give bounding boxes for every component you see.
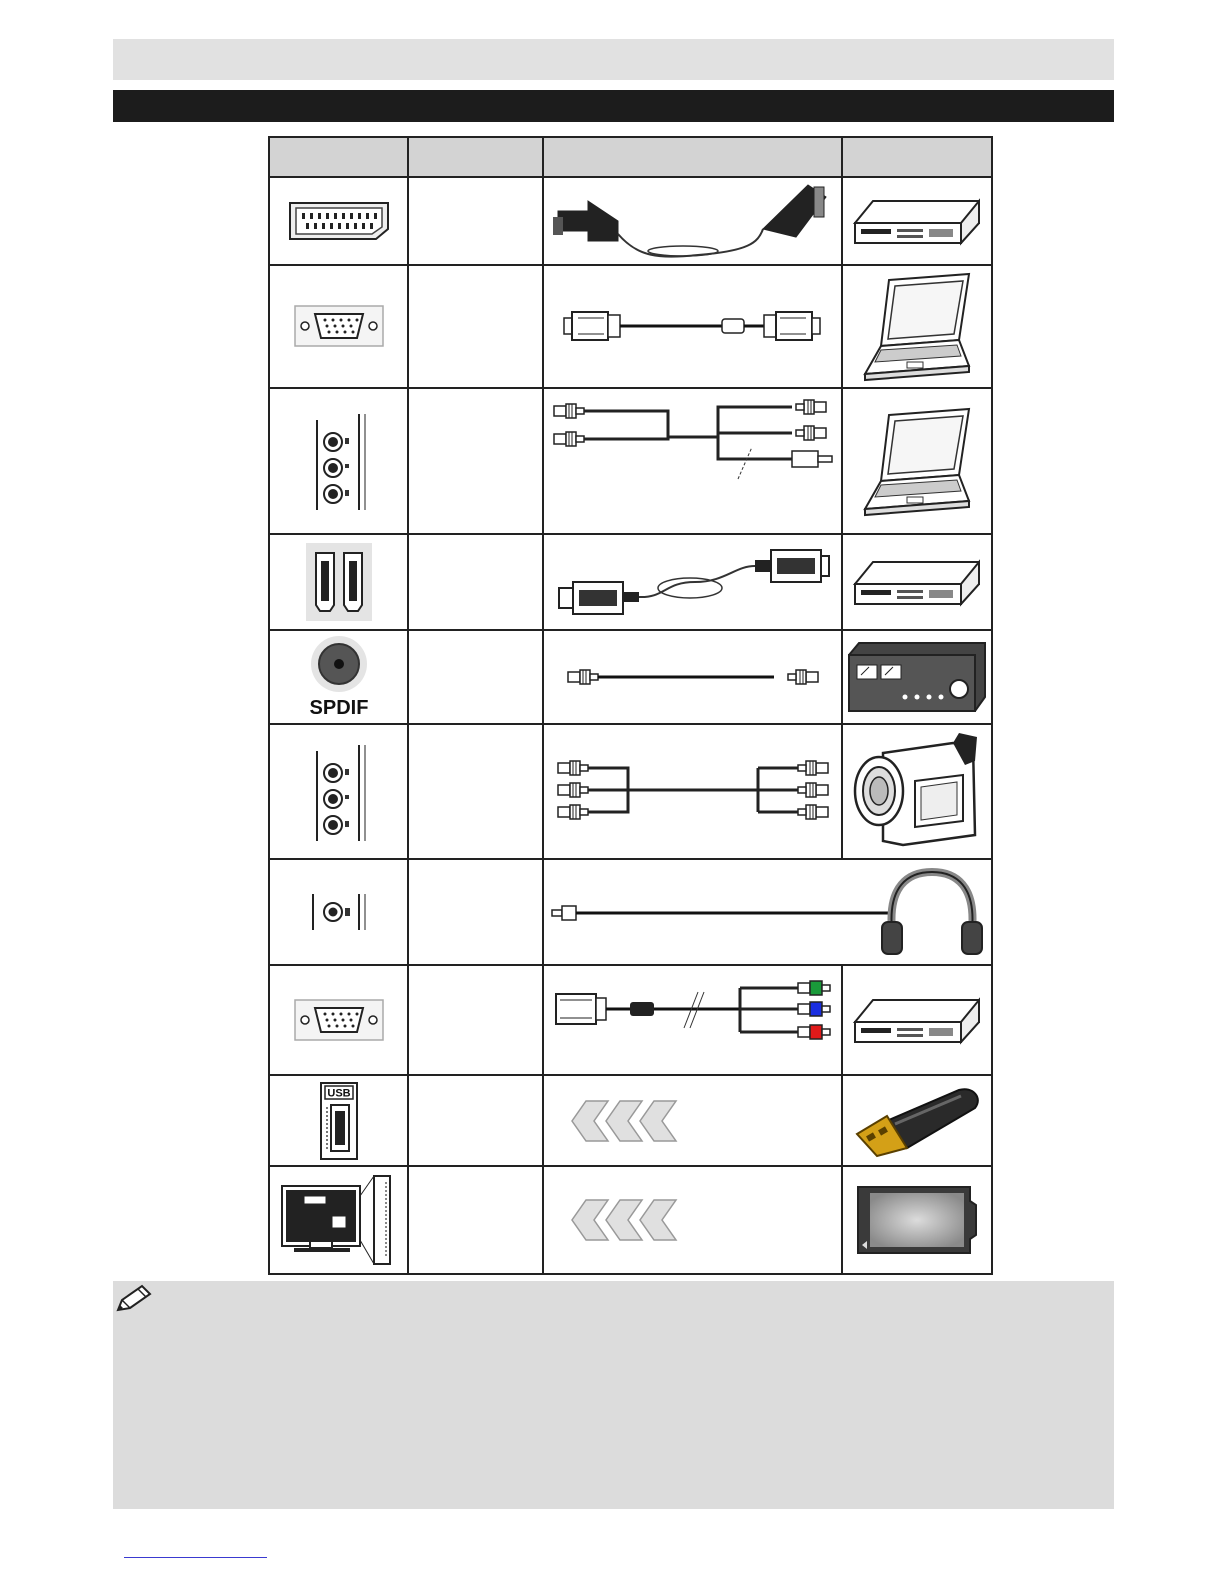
av-cable-cell bbox=[543, 724, 842, 858]
ci-port-cell bbox=[269, 1166, 408, 1274]
scart-cable-cell bbox=[543, 177, 842, 265]
laptop-icon bbox=[859, 270, 975, 382]
camcorder-icon bbox=[853, 731, 981, 853]
coaxial-cable-icon bbox=[562, 662, 824, 692]
table-row bbox=[269, 388, 992, 534]
insert-arrows-icon bbox=[556, 1198, 692, 1242]
pc-audio-cable-cell bbox=[543, 388, 842, 534]
table-header-row bbox=[269, 137, 992, 177]
header-band bbox=[113, 39, 1114, 80]
table-row bbox=[269, 1075, 992, 1165]
scart-port-icon bbox=[284, 199, 394, 243]
audio-amplifier-icon bbox=[847, 641, 987, 713]
av-cable-icon bbox=[548, 752, 838, 832]
hdmi-type-cell bbox=[408, 534, 543, 630]
header-cell-connector bbox=[269, 137, 408, 177]
hdmi-cable-cell bbox=[543, 534, 842, 630]
side-av-port-icon bbox=[311, 741, 367, 843]
hdmi-port-cell bbox=[269, 534, 408, 630]
table-row bbox=[269, 177, 992, 265]
av-type-cell bbox=[408, 724, 543, 858]
hdmi-device-cell bbox=[842, 534, 992, 630]
usb-cable-cell bbox=[543, 1075, 842, 1165]
scart-device-cell bbox=[842, 177, 992, 265]
ypbpr-port-cell bbox=[269, 965, 408, 1075]
headphones-icon bbox=[882, 872, 982, 954]
component-plug-green bbox=[798, 981, 830, 995]
headphone-port-cell bbox=[269, 859, 408, 965]
usb-device-cell bbox=[842, 1075, 992, 1165]
spdif-label: SPDIF bbox=[309, 697, 368, 720]
cam-module-icon bbox=[854, 1183, 980, 1257]
side-av-audio-port-icon bbox=[311, 410, 367, 512]
note-box bbox=[113, 1281, 1114, 1509]
pencil-note-icon bbox=[114, 1284, 154, 1314]
vga-port-cell bbox=[269, 265, 408, 387]
ci-type-cell bbox=[408, 1166, 543, 1274]
header-cell-type bbox=[408, 137, 543, 177]
pc-audio-cable-icon bbox=[548, 391, 838, 531]
spdif-cable-cell bbox=[543, 630, 842, 724]
headphone-cable-icon bbox=[548, 866, 988, 958]
headphone-jack-icon bbox=[309, 892, 369, 932]
usb-port-icon bbox=[319, 1081, 359, 1161]
spdif-port-cell bbox=[269, 630, 408, 724]
pc-audio-device-cell bbox=[842, 388, 992, 534]
dvd-player-icon bbox=[851, 992, 983, 1048]
table-row bbox=[269, 965, 992, 1075]
spdif-port-icon bbox=[296, 634, 382, 720]
usb-type-cell bbox=[408, 1075, 543, 1165]
table-row bbox=[269, 534, 992, 630]
ci-slot-icon bbox=[274, 1172, 404, 1268]
av-port-cell bbox=[269, 724, 408, 858]
spdif-type-cell bbox=[408, 630, 543, 724]
table-row bbox=[269, 859, 992, 965]
header-cell-device bbox=[842, 137, 992, 177]
pc-audio-port-cell bbox=[269, 388, 408, 534]
insert-arrows-icon bbox=[556, 1099, 692, 1143]
scart-cable-icon bbox=[548, 179, 838, 263]
section-title-bar bbox=[113, 90, 1114, 122]
ypbpr-cable-cell bbox=[543, 965, 842, 1075]
header-cell-cables bbox=[543, 137, 842, 177]
hdmi-ports-icon bbox=[306, 543, 372, 621]
av-device-cell bbox=[842, 724, 992, 858]
table-row bbox=[269, 1166, 992, 1274]
headphone-type-cell bbox=[408, 859, 543, 965]
vga-cable-icon bbox=[562, 306, 824, 346]
vga-cable-cell bbox=[543, 265, 842, 387]
usb-stick-icon bbox=[849, 1084, 985, 1158]
table-row bbox=[269, 724, 992, 858]
hdmi-cable-icon bbox=[555, 542, 831, 622]
ci-cable-cell bbox=[543, 1166, 842, 1274]
laptop-icon bbox=[859, 405, 975, 517]
spdif-device-cell bbox=[842, 630, 992, 724]
pc-audio-type-cell bbox=[408, 388, 543, 534]
ypbpr-device-cell bbox=[842, 965, 992, 1075]
dvd-player-icon bbox=[851, 554, 983, 610]
component-plug-blue bbox=[798, 1002, 830, 1016]
footer-rule bbox=[124, 1557, 267, 1558]
component-video-cable-icon bbox=[548, 970, 838, 1070]
component-plug-red bbox=[798, 1025, 830, 1039]
connections-table bbox=[268, 136, 993, 1275]
usb-port-cell bbox=[269, 1075, 408, 1165]
dvd-player-icon bbox=[851, 193, 983, 249]
table-row bbox=[269, 630, 992, 724]
ci-device-cell bbox=[842, 1166, 992, 1274]
ypbpr-vga-port-icon bbox=[293, 998, 385, 1042]
vga-device-cell bbox=[842, 265, 992, 387]
headphone-cable-cell bbox=[543, 859, 992, 965]
vga-port-icon bbox=[293, 304, 385, 348]
vga-type-cell bbox=[408, 265, 543, 387]
table-row bbox=[269, 265, 992, 387]
ypbpr-type-cell bbox=[408, 965, 543, 1075]
scart-type-cell bbox=[408, 177, 543, 265]
usb-label: USB bbox=[326, 1087, 351, 1099]
scart-port-cell bbox=[269, 177, 408, 265]
